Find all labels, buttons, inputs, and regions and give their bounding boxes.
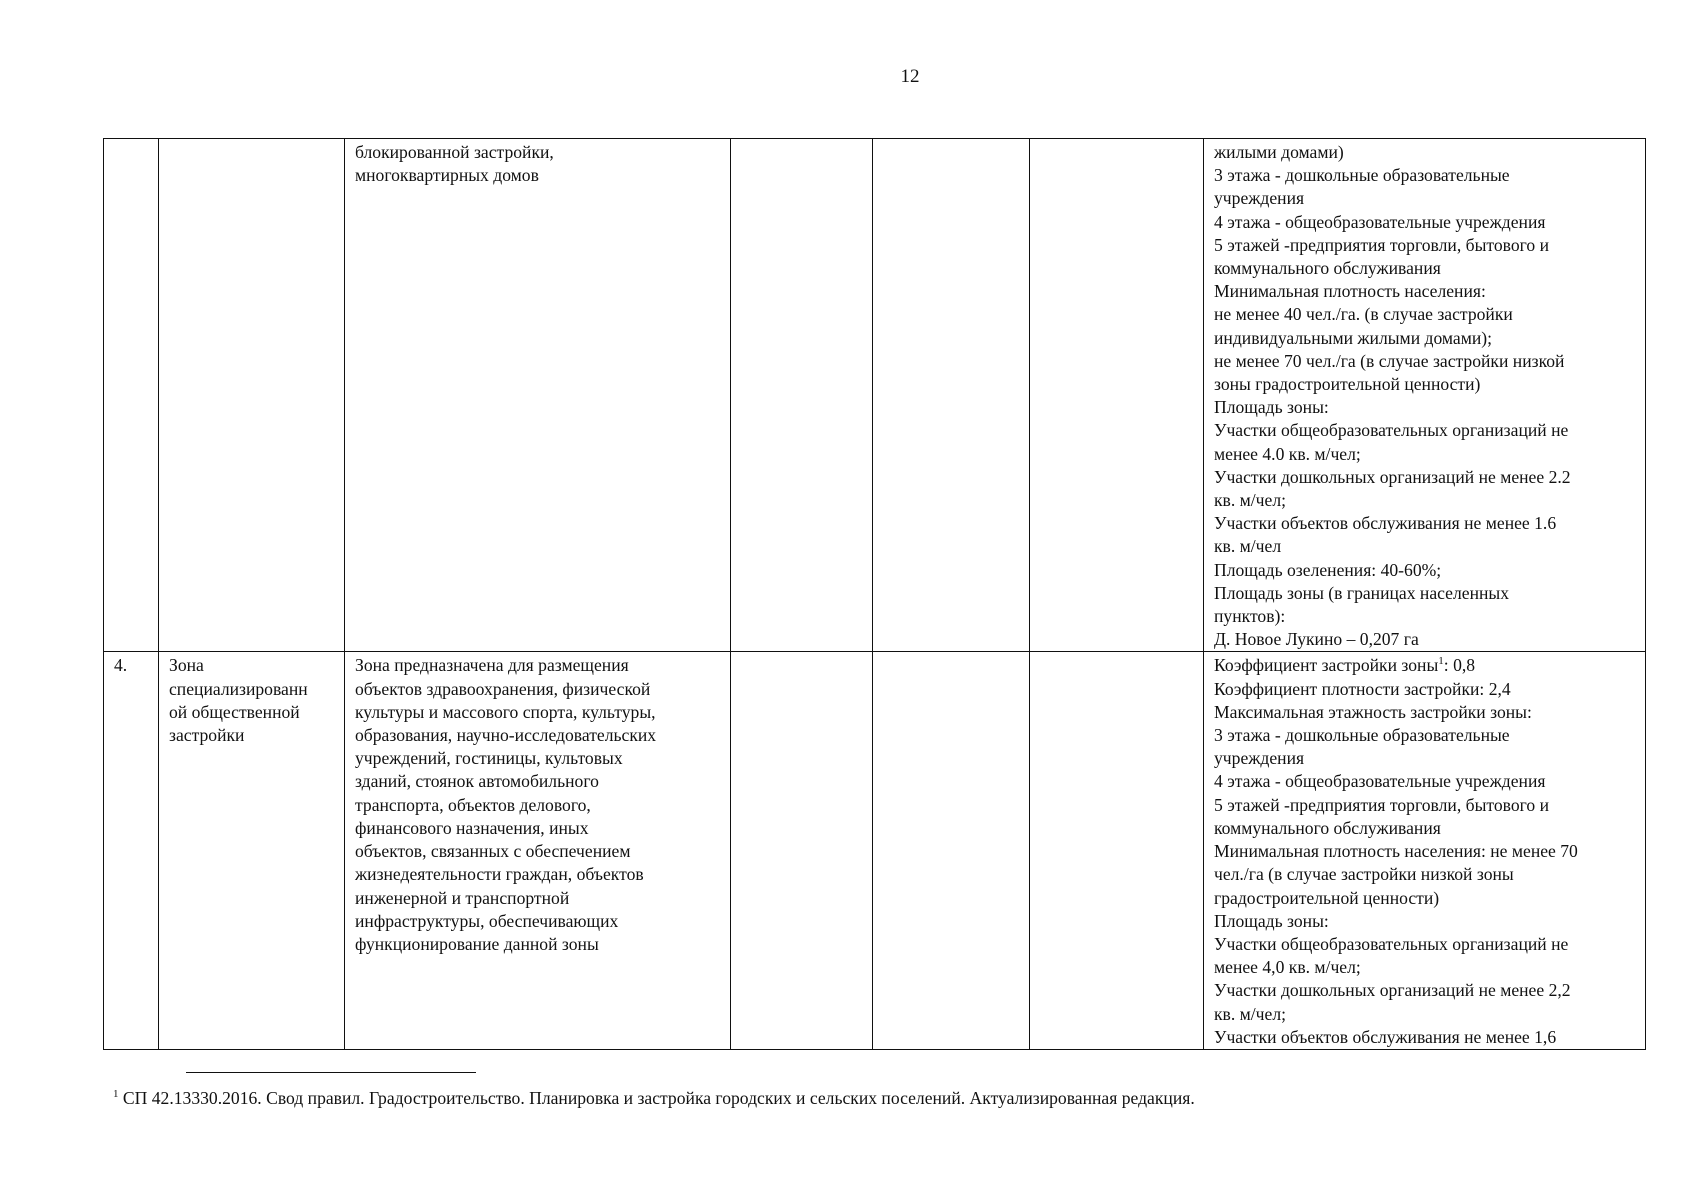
text-line: 3 этажа - дошкольные образовательные bbox=[1214, 725, 1510, 746]
text-line: учреждения bbox=[1214, 748, 1305, 769]
parameter-lines bbox=[1214, 678, 1637, 1049]
text-line: Площадь зоны (в границах населенных bbox=[1214, 582, 1510, 603]
text-line: Минимальная плотность населения: не менее 70 bbox=[1214, 841, 1578, 862]
text-line: Участки дошкольных организаций не менее 2,2 bbox=[1214, 980, 1571, 1001]
text-line: блокированной застройки, bbox=[355, 142, 554, 162]
table-row bbox=[104, 652, 1646, 1050]
text-line: 5 этажей -предприятия торговли, бытового и bbox=[1214, 794, 1550, 815]
zone-parameters-cell bbox=[1204, 652, 1646, 1050]
parameter-text: Коэффициент застройки зоны bbox=[1214, 655, 1439, 676]
text-line: Участки общеобразовательных организаций не bbox=[1214, 933, 1569, 954]
footnote-separator bbox=[186, 1072, 476, 1073]
text-line: Площадь озеленения: 40-60%; bbox=[1214, 559, 1442, 580]
parameter-value: : 0,8 bbox=[1443, 655, 1476, 676]
text-line: 3 этажа - дошкольные образовательные bbox=[1214, 165, 1510, 186]
text-line: кв. м/чел; bbox=[1214, 1003, 1286, 1024]
text-line: объектов здравоохранения, физической bbox=[355, 678, 651, 699]
text-line: многоквартирных домов bbox=[355, 165, 539, 186]
text-line: менее 4,0 кв. м/чел; bbox=[1214, 957, 1361, 978]
text-line: 5 этажей -предприятия торговли, бытового и bbox=[1214, 234, 1550, 255]
parameter-line bbox=[1214, 654, 1637, 677]
row-number-cell bbox=[104, 139, 159, 652]
text-line: инженерной и транспортной bbox=[355, 887, 570, 908]
zone-purpose-cell bbox=[345, 652, 731, 1050]
text-line: пунктов): bbox=[1214, 606, 1286, 627]
text-line: учреждения bbox=[1214, 188, 1305, 209]
text-line: 4 этажа - общеобразовательные учреждения bbox=[1214, 771, 1546, 792]
text-line: функционирование данной зоны bbox=[355, 933, 599, 954]
footnote-reference: 1 bbox=[1438, 655, 1444, 668]
text-line: Минимальная плотность населения: bbox=[1214, 281, 1486, 302]
empty-cell bbox=[1030, 652, 1204, 1050]
text-line: специализированн bbox=[169, 678, 308, 699]
empty-cell bbox=[731, 652, 873, 1050]
text-line: Зона bbox=[169, 655, 204, 676]
text-line: Участки объектов обслуживания не менее 1.6 bbox=[1214, 513, 1557, 534]
page-number: 12 bbox=[900, 66, 920, 87]
text-line: ой общественной bbox=[169, 701, 300, 722]
text-line: Коэффициент плотности застройки: 2,4 bbox=[1214, 678, 1511, 699]
text-line: зоны градостроительной ценности) bbox=[1214, 374, 1481, 395]
zone-purpose-cell bbox=[345, 139, 731, 652]
text-line: Участки объектов обслуживания не менее 1,6 bbox=[1214, 1026, 1557, 1047]
table-row bbox=[104, 139, 1646, 652]
text-line: коммунального обслуживания bbox=[1214, 817, 1441, 838]
text-line: градостроительной ценности) bbox=[1214, 887, 1440, 908]
text-line: культуры и массового спорта, культуры, bbox=[355, 701, 656, 722]
row-number-cell: 4. bbox=[104, 652, 159, 1050]
text-line: Площадь зоны: bbox=[1214, 397, 1329, 418]
text-line: индивидуальными жилыми домами); bbox=[1214, 327, 1493, 348]
text-line: коммунального обслуживания bbox=[1214, 258, 1441, 279]
text-line: учреждений, гостиницы, культовых bbox=[355, 748, 623, 769]
text-line: Участки общеобразовательных организаций не bbox=[1214, 420, 1569, 441]
empty-cell bbox=[873, 139, 1030, 652]
text-line: кв. м/чел; bbox=[1214, 490, 1286, 511]
text-line: объектов, связанных с обеспечением bbox=[355, 841, 631, 862]
text-line: кв. м/чел bbox=[1214, 536, 1282, 557]
text-line: Участки дошкольных организаций не менее 2.2 bbox=[1214, 466, 1571, 487]
footnote bbox=[113, 1088, 1195, 1109]
footnote-marker: 1 bbox=[113, 1088, 119, 1101]
text-line: жизнедеятельности граждан, объектов bbox=[355, 864, 644, 885]
empty-cell bbox=[731, 139, 873, 652]
text-line: 4 этажа - общеобразовательные учреждения bbox=[1214, 211, 1546, 232]
text-line: не менее 70 чел./га (в случае застройки низкой bbox=[1214, 350, 1565, 371]
text-line: финансового назначения, иных bbox=[355, 817, 589, 838]
empty-cell bbox=[1030, 139, 1204, 652]
text-line: транспорта, объектов делового, bbox=[355, 794, 591, 815]
text-line: образования, научно-исследовательских bbox=[355, 725, 657, 746]
text-line: жилыми домами) bbox=[1214, 142, 1344, 162]
text-line: инфраструктуры, обеспечивающих bbox=[355, 910, 619, 931]
text-line: Д. Новое Лукино – 0,207 га bbox=[1214, 629, 1419, 650]
zones-table bbox=[103, 138, 1646, 1050]
text-line: Площадь зоны: bbox=[1214, 910, 1329, 931]
text-line: зданий, стоянок автомобильного bbox=[355, 771, 599, 792]
footnote-text: СП 42.13330.2016. Свод правил. Градостроительство. Планировка и застройка городских и сельских поселений. Актуализированная редакция. bbox=[118, 1088, 1195, 1108]
zone-name-cell bbox=[159, 652, 345, 1050]
text-line: Максимальная этажность застройки зоны: bbox=[1214, 701, 1532, 722]
text-line: чел./га (в случае застройки низкой зоны bbox=[1214, 864, 1514, 885]
text-line: Зона предназначена для размещения bbox=[355, 655, 629, 676]
text-line: не менее 40 чел./га. (в случае застройки bbox=[1214, 304, 1513, 325]
text-line: менее 4.0 кв. м/чел; bbox=[1214, 443, 1361, 464]
text-line: застройки bbox=[169, 725, 245, 746]
zone-parameters-cell bbox=[1204, 139, 1646, 652]
zone-name-cell bbox=[159, 139, 345, 652]
empty-cell bbox=[873, 652, 1030, 1050]
